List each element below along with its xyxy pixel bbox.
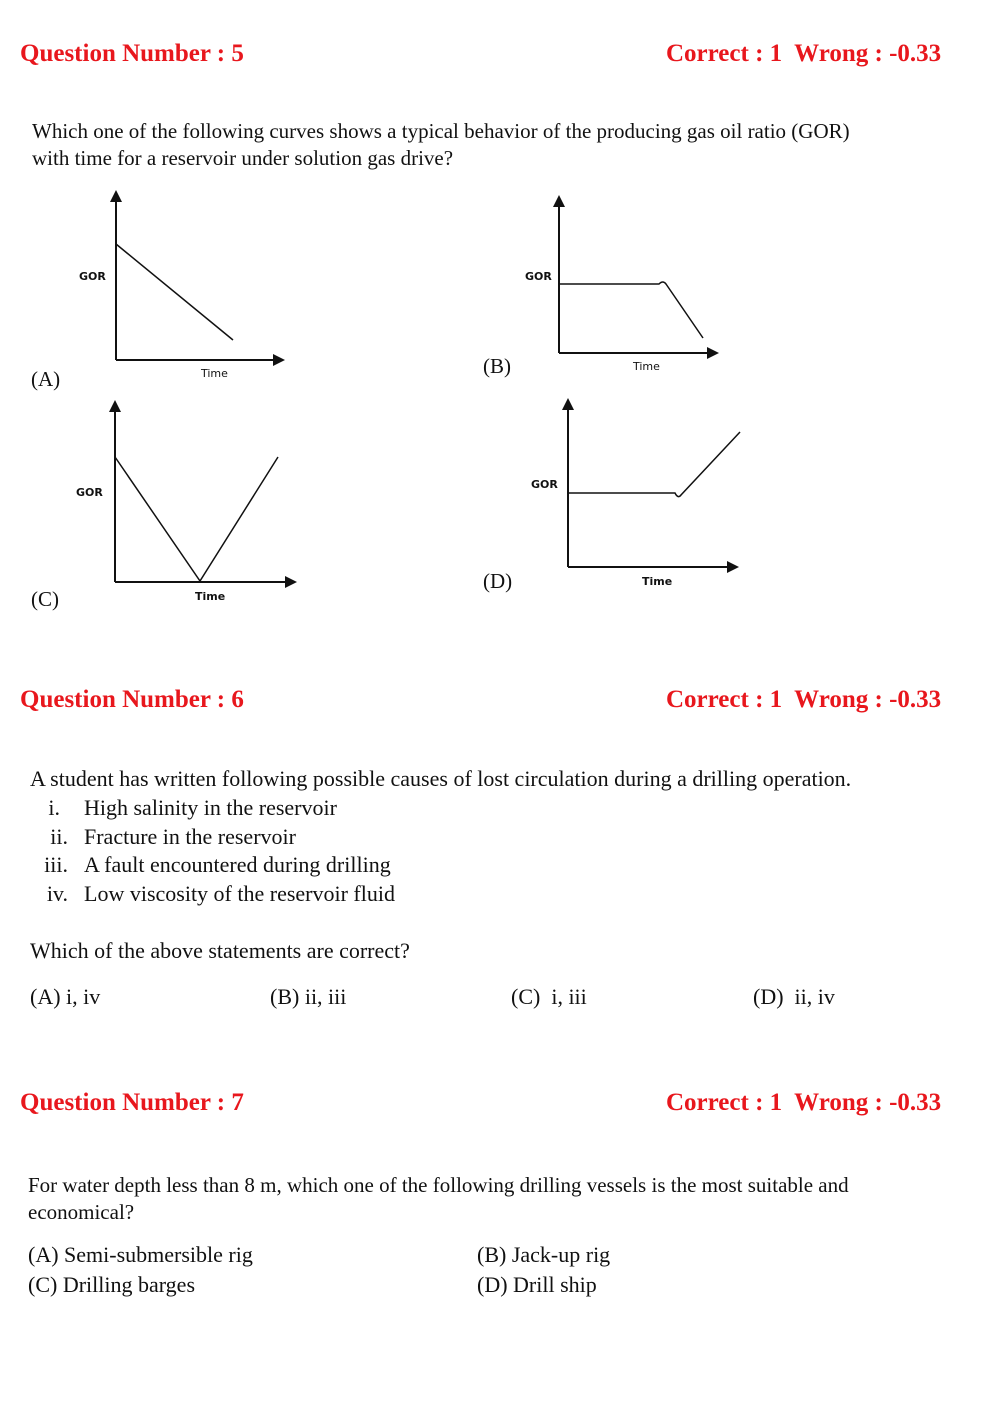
graph-a-x-label: Time (201, 367, 228, 380)
graph-c-y-label: GOR (76, 486, 103, 499)
marks-info-5: Correct : 1 Wrong : -0.33 (666, 40, 942, 67)
marks-info-6: Correct : 1 Wrong : -0.33 (666, 686, 942, 713)
question-6-prompt: Which of the above statements are correct? (30, 938, 410, 963)
question-number-6: Question Number : 6 (20, 686, 244, 713)
graph-a-y-label: GOR (79, 270, 106, 283)
statement-text: Low viscosity of the reservoir fluid (84, 881, 395, 906)
question-number-5: Question Number : 5 (20, 40, 244, 67)
statement-num: i. (48, 795, 60, 820)
option-d[interactable]: (D) Drill ship (477, 1272, 597, 1297)
question-5-text-line1: Which one of the following curves shows a typical behavior of the producing gas oil ratio (GOR) (32, 119, 850, 143)
question-6-text: A student has written following possible causes of lost circulation during a drilling operation. (30, 766, 852, 791)
option-c[interactable]: (C) Drilling barges (28, 1272, 196, 1297)
statement-text: Fracture in the reservoir (84, 824, 296, 849)
graph-d-y-label: GOR (531, 478, 558, 491)
graph-b-x-label: Time (633, 360, 660, 373)
statement-text: A fault encountered during drilling (84, 852, 391, 877)
graph-c (115, 402, 295, 582)
option-b[interactable]: (B) Jack-up rig (477, 1242, 611, 1267)
graph-d (568, 400, 740, 567)
option-a[interactable]: (A) i, iv (30, 984, 101, 1009)
option-b[interactable]: (B) ii, iii (270, 984, 347, 1009)
graph-c-option: (C) (31, 587, 59, 611)
statement-num: ii. (50, 824, 68, 849)
statement-num: iv. (46, 881, 68, 906)
graph-b-y-label: GOR (525, 270, 552, 283)
question-5-text-line2: with time for a reservoir under solution gas drive? (32, 146, 454, 170)
graph-a (116, 192, 283, 360)
option-d[interactable]: (D) ii, iv (753, 984, 835, 1009)
option-a[interactable]: (A) Semi-submersible rig (28, 1242, 253, 1267)
graph-b-option: (B) (483, 354, 511, 378)
option-c[interactable]: (C) i, iii (511, 984, 587, 1009)
question-7-text-line2: economical? (28, 1200, 135, 1224)
statement-text: High salinity in the reservoir (84, 795, 337, 820)
question-7-text-line1: For water depth less than 8 m, which one of the following drilling vessels is the most suitable and (28, 1173, 849, 1197)
graph-d-x-label: Time (642, 575, 673, 588)
graph-a-option: (A) (31, 367, 61, 391)
question-number-7: Question Number : 7 (20, 1089, 244, 1116)
statement-num: iii. (44, 852, 68, 877)
graph-d-option: (D) (483, 569, 513, 593)
marks-info-7: Correct : 1 Wrong : -0.33 (666, 1089, 942, 1116)
graph-b (559, 197, 717, 353)
graph-c-x-label: Time (195, 590, 226, 603)
